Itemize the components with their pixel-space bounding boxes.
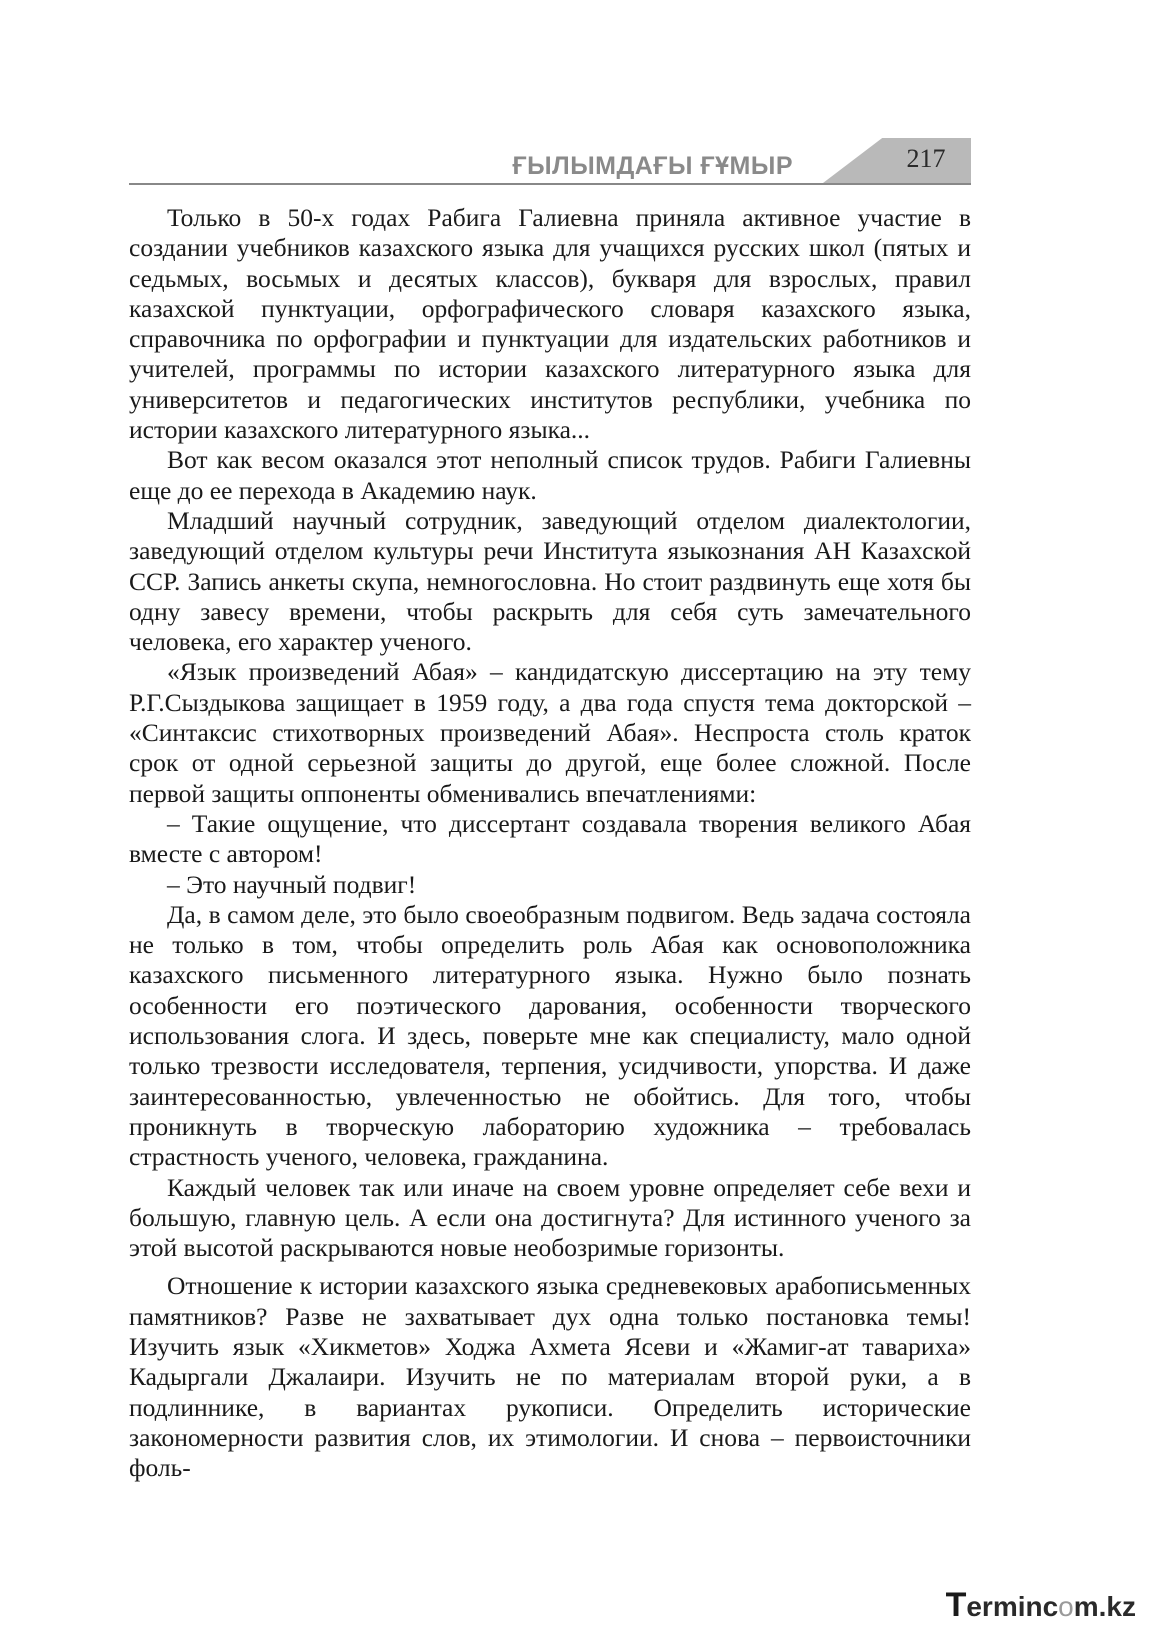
termincom-watermark: Termincom.kz [945, 1586, 1136, 1624]
paragraph: Только в 50-х годах Рабига Галиевна приняла активное участие в создании учебников казахского языка для учащихся русских школ (пятых и седьмых, восьмых и десятых классов), букваря для взрослых, правил казахской пунктуации, орфографического словаря казахского языка, справочника по орфографии и пунктуации для издательских работников и учителей, программы по истории казахского литературного языка для университетов и педагогических институтов республики, учебника по истории казахского литературного языка... [129, 203, 971, 445]
running-header-title: ҒЫЛЫМДАҒЫ ҒҰМЫР [512, 152, 793, 180]
paragraph: Каждый человек так или иначе на своем уровне определяет себе вехи и большую, главную цель. А если она достигнута? Для истинного ученого за этой высотой раскрываются новые необозримые горизонты. [129, 1172, 971, 1263]
paragraph: «Язык произведений Абая» – кандидатскую диссертацию на эту тему Р.Г.Сыздыкова защищает в 1959 году, а два года спустя тема докторской – «Синтаксис стихотворных произведений Абая». Неспроста столь краток срок от одной серьезной защиты до другой, еще более сложной. После первой защиты оппоненты обменивались впечатлениями: [129, 657, 971, 808]
paragraph: Младший научный сотрудник, заведующий отделом диалектологии, заведующий отделом культуры речи Института языкознания АН Казахской ССР. Запись анкеты скупа, немногословна. Но стоит раздвинуть еще хотя бы одну завесу времени, чтобы раскрыть для себя суть замечательного человека, его характер ученого. [129, 505, 971, 657]
magnifier-icon: o [1058, 1591, 1074, 1622]
paragraph: Отношение к истории казахского языка средневековых арабописьменных памятников? Разве не захватывает дух одна только постановка темы! Изучить язык «Хикметов» Ходжа Ахмета Ясеви и «Жамиг-ат тавариха» Кадыргали Джалаири. Изучить не по материалам второй руки, а в подлиннике, в вариантах рукописи. Определить исторические закономерности развития слов, их этимологии. И снова – первоисточники фоль- [129, 1271, 971, 1483]
paragraph: – Такие ощущение, что диссертант создавала творения великого Абая вместе с автором! [129, 808, 971, 869]
page-number: 217 [906, 144, 946, 173]
paragraph: Вот как весом оказался этот неполный список трудов. Рабиги Галиевны еще до ее перехода в Академию наук. [129, 445, 971, 505]
running-header [129, 138, 971, 186]
paragraph: – Это научный подвиг! [167, 869, 417, 899]
header-rule [129, 183, 971, 185]
body-text [129, 203, 971, 1483]
paragraph: Да, в самом деле, это было своеобразным подвигом. Ведь задача состояла не только в том, чтобы определить роль Абая как основоположника казахского письменного литературного языка. Нужно было познать особенности его поэтического дарования, особенности творческого использования слога. И здесь, поверьте мне как специалисту, мало одной только трезвости исследователя, терпения, усидчивости, упорства. И даже заинтересованностью, увлеченностью не обойтись. Для того, чтобы проникнуть в творческую лабораторию художника – требовалась страстность ученого, человека, гражданина. [129, 899, 971, 1172]
